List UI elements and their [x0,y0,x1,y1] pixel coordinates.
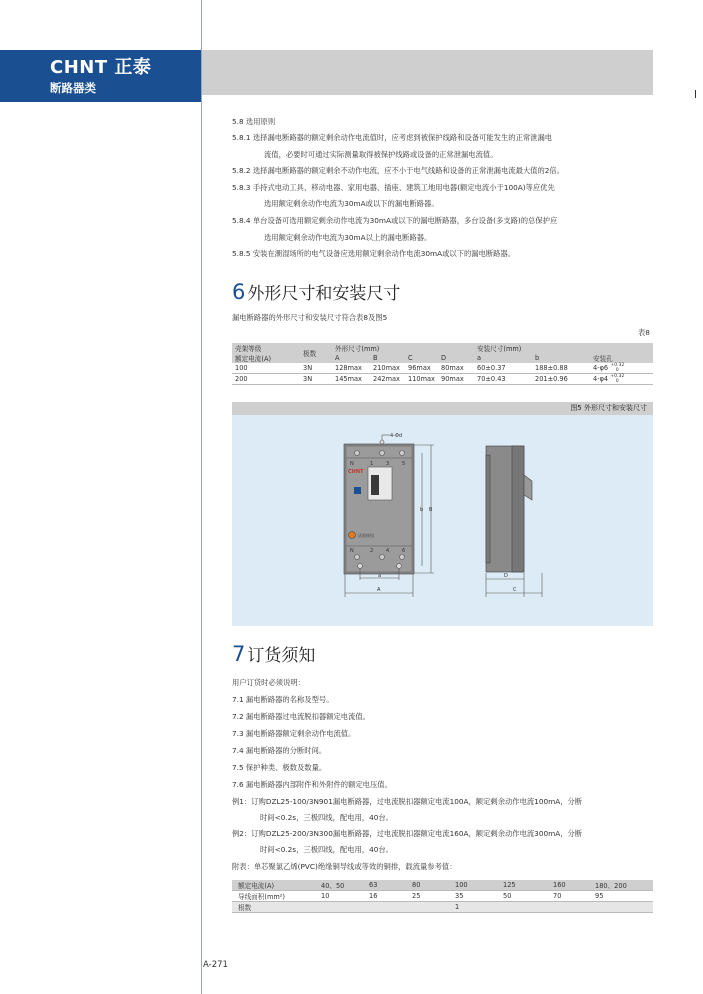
para-line: 流值，必要时可通过实际测量取得被保护线路或设备的正常泄漏电流值。 [264,150,498,159]
cell-a: 70±0.43 [474,374,532,385]
dim-B: B [429,507,433,513]
category-label: 断路器类 [50,81,96,95]
para-line: 5.8.5 安装在潮湿场所的电气设备应选用额定剩余动作电流30mA或以下的漏电断路器。 [232,249,516,258]
cell-b: 201±0.96 [532,374,587,385]
cell-frame: 100 [232,363,300,374]
screw [355,555,360,560]
cell-area: 35 [452,891,500,902]
header-A: A [332,353,370,363]
screw [380,451,385,456]
order-line: 时间<0.2s，三极四线，配电用，40台。 [260,845,393,854]
cell-current: 40、50 [318,880,366,891]
cell-B: 210max [370,363,405,374]
header-current: 额定电流(A) [232,880,318,891]
screw [380,555,385,560]
terminal-label: 3 [386,461,390,467]
terminal-label: 4 [386,548,390,554]
para-line: 5.8.4 单台设备可选用额定剩余动作电流为30mA或以下的漏电断路器，多台设备(多支路)的总保护应 [232,216,558,225]
header-install: 安装尺寸(mm) [474,343,653,353]
table-row [232,880,653,891]
hole-spec: 4-φ6 [593,364,609,372]
header-frame: 壳架等级 [232,343,300,353]
screw [400,451,405,456]
margin-rule [201,0,202,994]
section-7-heading [232,641,315,666]
para-line: 选用额定剩余动作电流为30mA或以下的漏电断路器。 [264,199,439,208]
terminal-label: 1 [370,461,374,467]
section-5-8-title: 5.8 选用原则 [232,117,276,126]
header-hole: 安装孔 [587,353,653,363]
order-line: 用户订货时必须说明： [232,678,305,687]
cell-area: 70 [550,891,592,902]
edge-tick [695,90,696,98]
tolerance-upper: +0.32 [610,363,625,368]
cell-current: 80 [409,880,452,891]
cell-D: 80max [438,363,474,374]
section-title: 订货须知 [247,646,316,666]
header-area: 导线面积(mm²) [232,891,318,902]
cell-area: 95 [592,891,653,902]
cell-C: 110max [405,374,438,385]
dim-D: D [504,573,508,579]
cell-A: 128max [332,363,370,374]
para-line: 5.8.1 选择漏电断路器的额定剩余动作电流值时，应考虑到被保护线路和设备可能发生的正常泄漏电 [232,133,553,142]
header-rated: 额定电流(A) [232,353,300,363]
tolerance-upper: +0.32 [610,374,625,379]
para-line: 选用额定剩余动作电流为30mA以上的漏电断路器。 [264,233,432,242]
mount-hole [358,564,363,569]
cell-count: 1 [452,902,500,913]
cell-B: 242max [370,374,405,385]
cell-frame: 200 [232,374,300,385]
cell-A: 145max [332,374,370,385]
hole-spec: 4-φ4 [593,375,609,383]
dim-a: a [378,573,382,579]
section-number: 7 [232,642,246,666]
section-number: 6 [232,280,246,304]
cell-hole [587,363,653,374]
hole-label: 4-Φd [390,433,403,439]
screw [400,555,405,560]
front-brand: CHNT [348,469,364,475]
section-6-heading [232,279,400,304]
order-line: 例2：订购DZL25-200/3N300漏电断路器，过电流脱扣器额定电流160A，额定剩余动作电流300mA，分断 [232,829,583,838]
cell-D: 90max [438,374,474,385]
tolerance-lower: 0 [615,379,619,384]
cell-current: 63 [366,880,409,891]
dim-C: C [513,587,517,593]
page-number: A-271 [203,960,228,970]
dim-b: b [420,507,424,513]
table-row [232,374,653,385]
breaker-drawing [232,415,653,626]
order-line: 7.3 漏电断路器额定剩余动作电流值。 [232,729,356,738]
wire-table [232,880,653,913]
tolerance-lower: 0 [615,368,619,373]
test-button-icon [349,532,356,539]
section-6-intro: 漏电断路器的外形尺寸和安装尺寸符合表8及图5 [232,313,388,322]
cell-C: 96max [405,363,438,374]
header-a: a [474,353,532,363]
handle [371,475,379,495]
cell-area: 50 [500,891,550,902]
terminal-label: 5 [402,461,406,467]
cell-b: 188±0.88 [532,363,587,374]
table-row [232,902,653,913]
order-line: 7.2 漏电断路器过电流脱扣器额定电流值。 [232,712,370,721]
figure-caption: 图5 外形尺寸和安装尺寸 [232,402,653,415]
terminal-label: 6 [402,548,406,554]
screw [355,451,360,456]
cell-poles: 3N [300,374,332,385]
order-line: 附表：单芯聚氯乙烯(PVC)绝缘铜导线或等效的铜排，载流量参考值： [232,862,457,871]
header-b: b [532,353,587,363]
para-line: 5.8.2 选择漏电断路器的额定剩余不动作电流，应不小于电气线路和设备的正常泄漏电流最大值的2倍。 [232,166,564,175]
mount-hole [397,564,402,569]
header-D: D [438,353,474,363]
order-line: 7.6 漏电断路器内部附件和外附件的额定电压值。 [232,780,392,789]
figure-panel [232,415,653,626]
table-row [232,891,653,902]
cell-area: 16 [366,891,409,902]
header-outline: 外形尺寸(mm) [332,343,474,353]
table-row [232,363,653,374]
dimension-table [232,343,653,385]
cell-current: 180、200 [592,880,653,891]
section-title: 外形尺寸和安装尺寸 [247,284,401,304]
side-handle [524,475,532,500]
order-line: 7.4 漏电断路器的分断时间。 [232,746,327,755]
brand-header [0,50,201,102]
dim-A: A [377,587,381,593]
terminal-label: 2 [370,548,374,554]
cell-hole [587,374,653,385]
order-line: 时间<0.2s，三极四线，配电用，40台。 [260,813,393,822]
indicator [354,487,361,494]
cell-current: 160 [550,880,592,891]
para-line: 5.8.3 手持式电动工具、移动电器、家用电器、插座、建筑工地用电器(额定电流小于100A)等应优先 [232,183,555,192]
cell-current: 100 [452,880,500,891]
header-count: 根数 [232,902,318,913]
cell-area: 25 [409,891,452,902]
cell-poles: 3N [300,363,332,374]
cell-current: 125 [500,880,550,891]
chnt-logo: CHNT 正泰 [50,57,152,78]
mount-hole [380,440,384,444]
header-poles: 极数 [300,343,332,363]
cell-area: 10 [318,891,366,902]
terminal-label: N [350,461,354,467]
cell-a: 60±0.37 [474,363,532,374]
header-bar [202,50,653,95]
header-B: B [370,353,405,363]
header-C: C [405,353,438,363]
order-line: 7.5 保护种类、极数及数量。 [232,763,327,772]
test-button-label: 试验按钮 [358,533,374,538]
order-line: 7.1 漏电断路器的名称及型号。 [232,695,334,704]
order-line: 例1：订购DZL25-100/3N901漏电断路器，过电流脱扣器额定电流100A，额定剩余动作电流100mA，分断 [232,797,583,806]
table-label: 表8 [638,328,650,337]
terminal-label: N [350,548,354,554]
